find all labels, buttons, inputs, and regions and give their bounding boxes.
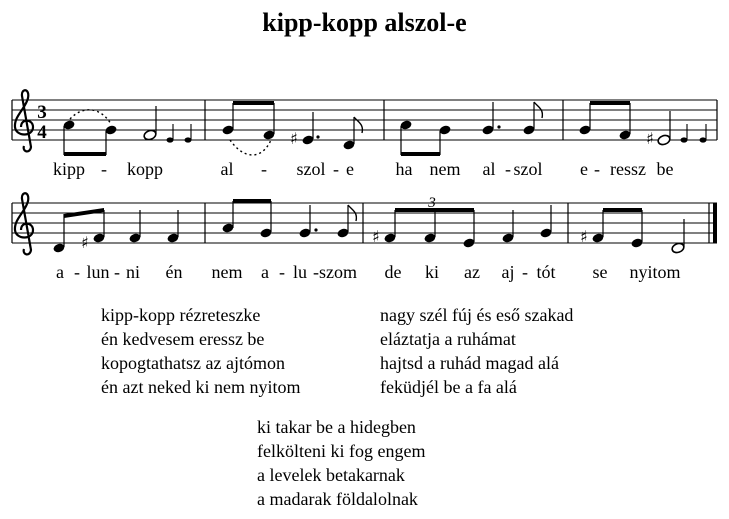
lyric-syllable: a xyxy=(56,262,64,282)
verse-line: feküdjél be a fa alá xyxy=(380,377,517,397)
treble-clef-icon xyxy=(15,90,33,151)
verse-line: ki takar be a hidegben xyxy=(257,417,416,437)
lyrics-line-2 xyxy=(56,262,681,282)
lyric-syllable: ki xyxy=(424,262,440,282)
verse-bottom xyxy=(257,415,425,511)
verse-left xyxy=(101,303,300,399)
verse-line: nagy szél fúj és eső szakad xyxy=(380,305,574,325)
lyric-hyphen: - xyxy=(522,262,528,282)
lyric-syllable: szol xyxy=(513,159,543,179)
measure-5 xyxy=(52,208,179,254)
lyric-syllable: az xyxy=(464,262,480,282)
svg-text:♯: ♯ xyxy=(372,227,380,246)
lyric-syllable: aj xyxy=(501,262,515,282)
lyric-syllable: a xyxy=(261,262,269,282)
lyric-syllable: al xyxy=(220,159,234,179)
lyric-syllable: nem xyxy=(211,262,243,282)
lyric-syllable: tót xyxy=(536,262,556,282)
lyric-syllable: de xyxy=(384,262,402,282)
lyric-hyphen: - xyxy=(505,159,511,179)
lyric-hyphen: - xyxy=(313,262,319,282)
treble-clef-icon xyxy=(15,193,33,254)
verse-line: felkölteni ki fog engem xyxy=(257,441,426,461)
lyric-syllable: e xyxy=(580,159,588,179)
lyric-syllable: e xyxy=(346,159,354,179)
verse-line: a madarak földalolnak xyxy=(257,489,418,509)
lyric-syllable: lu xyxy=(292,262,308,282)
lyric-syllable: kopp xyxy=(127,159,163,179)
staff-system-1 xyxy=(12,90,717,179)
verse-line: kopogtathatsz az ajtómon xyxy=(101,353,285,373)
time-signature-top: 3 xyxy=(37,102,47,123)
lyric-syllable: kipp xyxy=(52,159,86,179)
lyric-syllable: szol xyxy=(296,159,326,179)
lyric-syllable: szom xyxy=(319,262,357,282)
svg-text:♯: ♯ xyxy=(81,233,89,252)
staff-system-2 xyxy=(12,193,717,282)
tuplet-number: 3 xyxy=(428,195,436,211)
svg-text:♯: ♯ xyxy=(290,129,298,148)
lyric-hyphen: - xyxy=(594,159,600,179)
final-barline xyxy=(713,203,717,243)
lyric-hyphen: - xyxy=(333,159,339,179)
verse-right xyxy=(380,303,573,399)
verse-line: én kedvesem eressz be xyxy=(101,329,265,349)
lyric-syllable: be xyxy=(656,159,674,179)
lyric-syllable: se xyxy=(592,262,608,282)
song-title: kipp-kopp alszol-e xyxy=(262,8,467,37)
svg-text:♯: ♯ xyxy=(646,129,654,148)
lyric-hyphen: - xyxy=(261,159,267,179)
time-signature-bottom: 4 xyxy=(37,122,47,143)
verse-line: kipp-kopp rézreteszke xyxy=(101,305,261,325)
lyric-syllable: ni xyxy=(125,262,141,282)
lyric-syllable: nem xyxy=(429,159,461,179)
verse-line: hajtsd a ruhád magad alá xyxy=(380,353,559,373)
measure-4 xyxy=(578,101,706,148)
lyric-syllable: ressz xyxy=(610,159,646,179)
measure-8 xyxy=(580,208,685,254)
lyric-hyphen: - xyxy=(74,262,80,282)
measure-1 xyxy=(62,106,191,156)
measure-2 xyxy=(221,101,362,155)
lyric-hyphen: - xyxy=(101,159,107,179)
verse-line: a levelek betakarnak xyxy=(257,465,405,485)
lyric-hyphen: - xyxy=(114,262,120,282)
svg-text:♯: ♯ xyxy=(580,227,588,246)
lyric-syllable: al xyxy=(482,159,496,179)
lyric-hyphen: - xyxy=(279,262,285,282)
verse-line: én azt neked ki nem nyitom xyxy=(101,377,301,397)
verse-line: eláztatja a ruhámat xyxy=(380,329,516,349)
lyric-syllable: lun xyxy=(86,262,110,282)
lyric-syllable: ha xyxy=(395,159,413,179)
lyric-syllable: nyitom xyxy=(629,262,681,282)
lyrics-line-1 xyxy=(53,159,674,179)
lyric-syllable: én xyxy=(165,262,183,282)
